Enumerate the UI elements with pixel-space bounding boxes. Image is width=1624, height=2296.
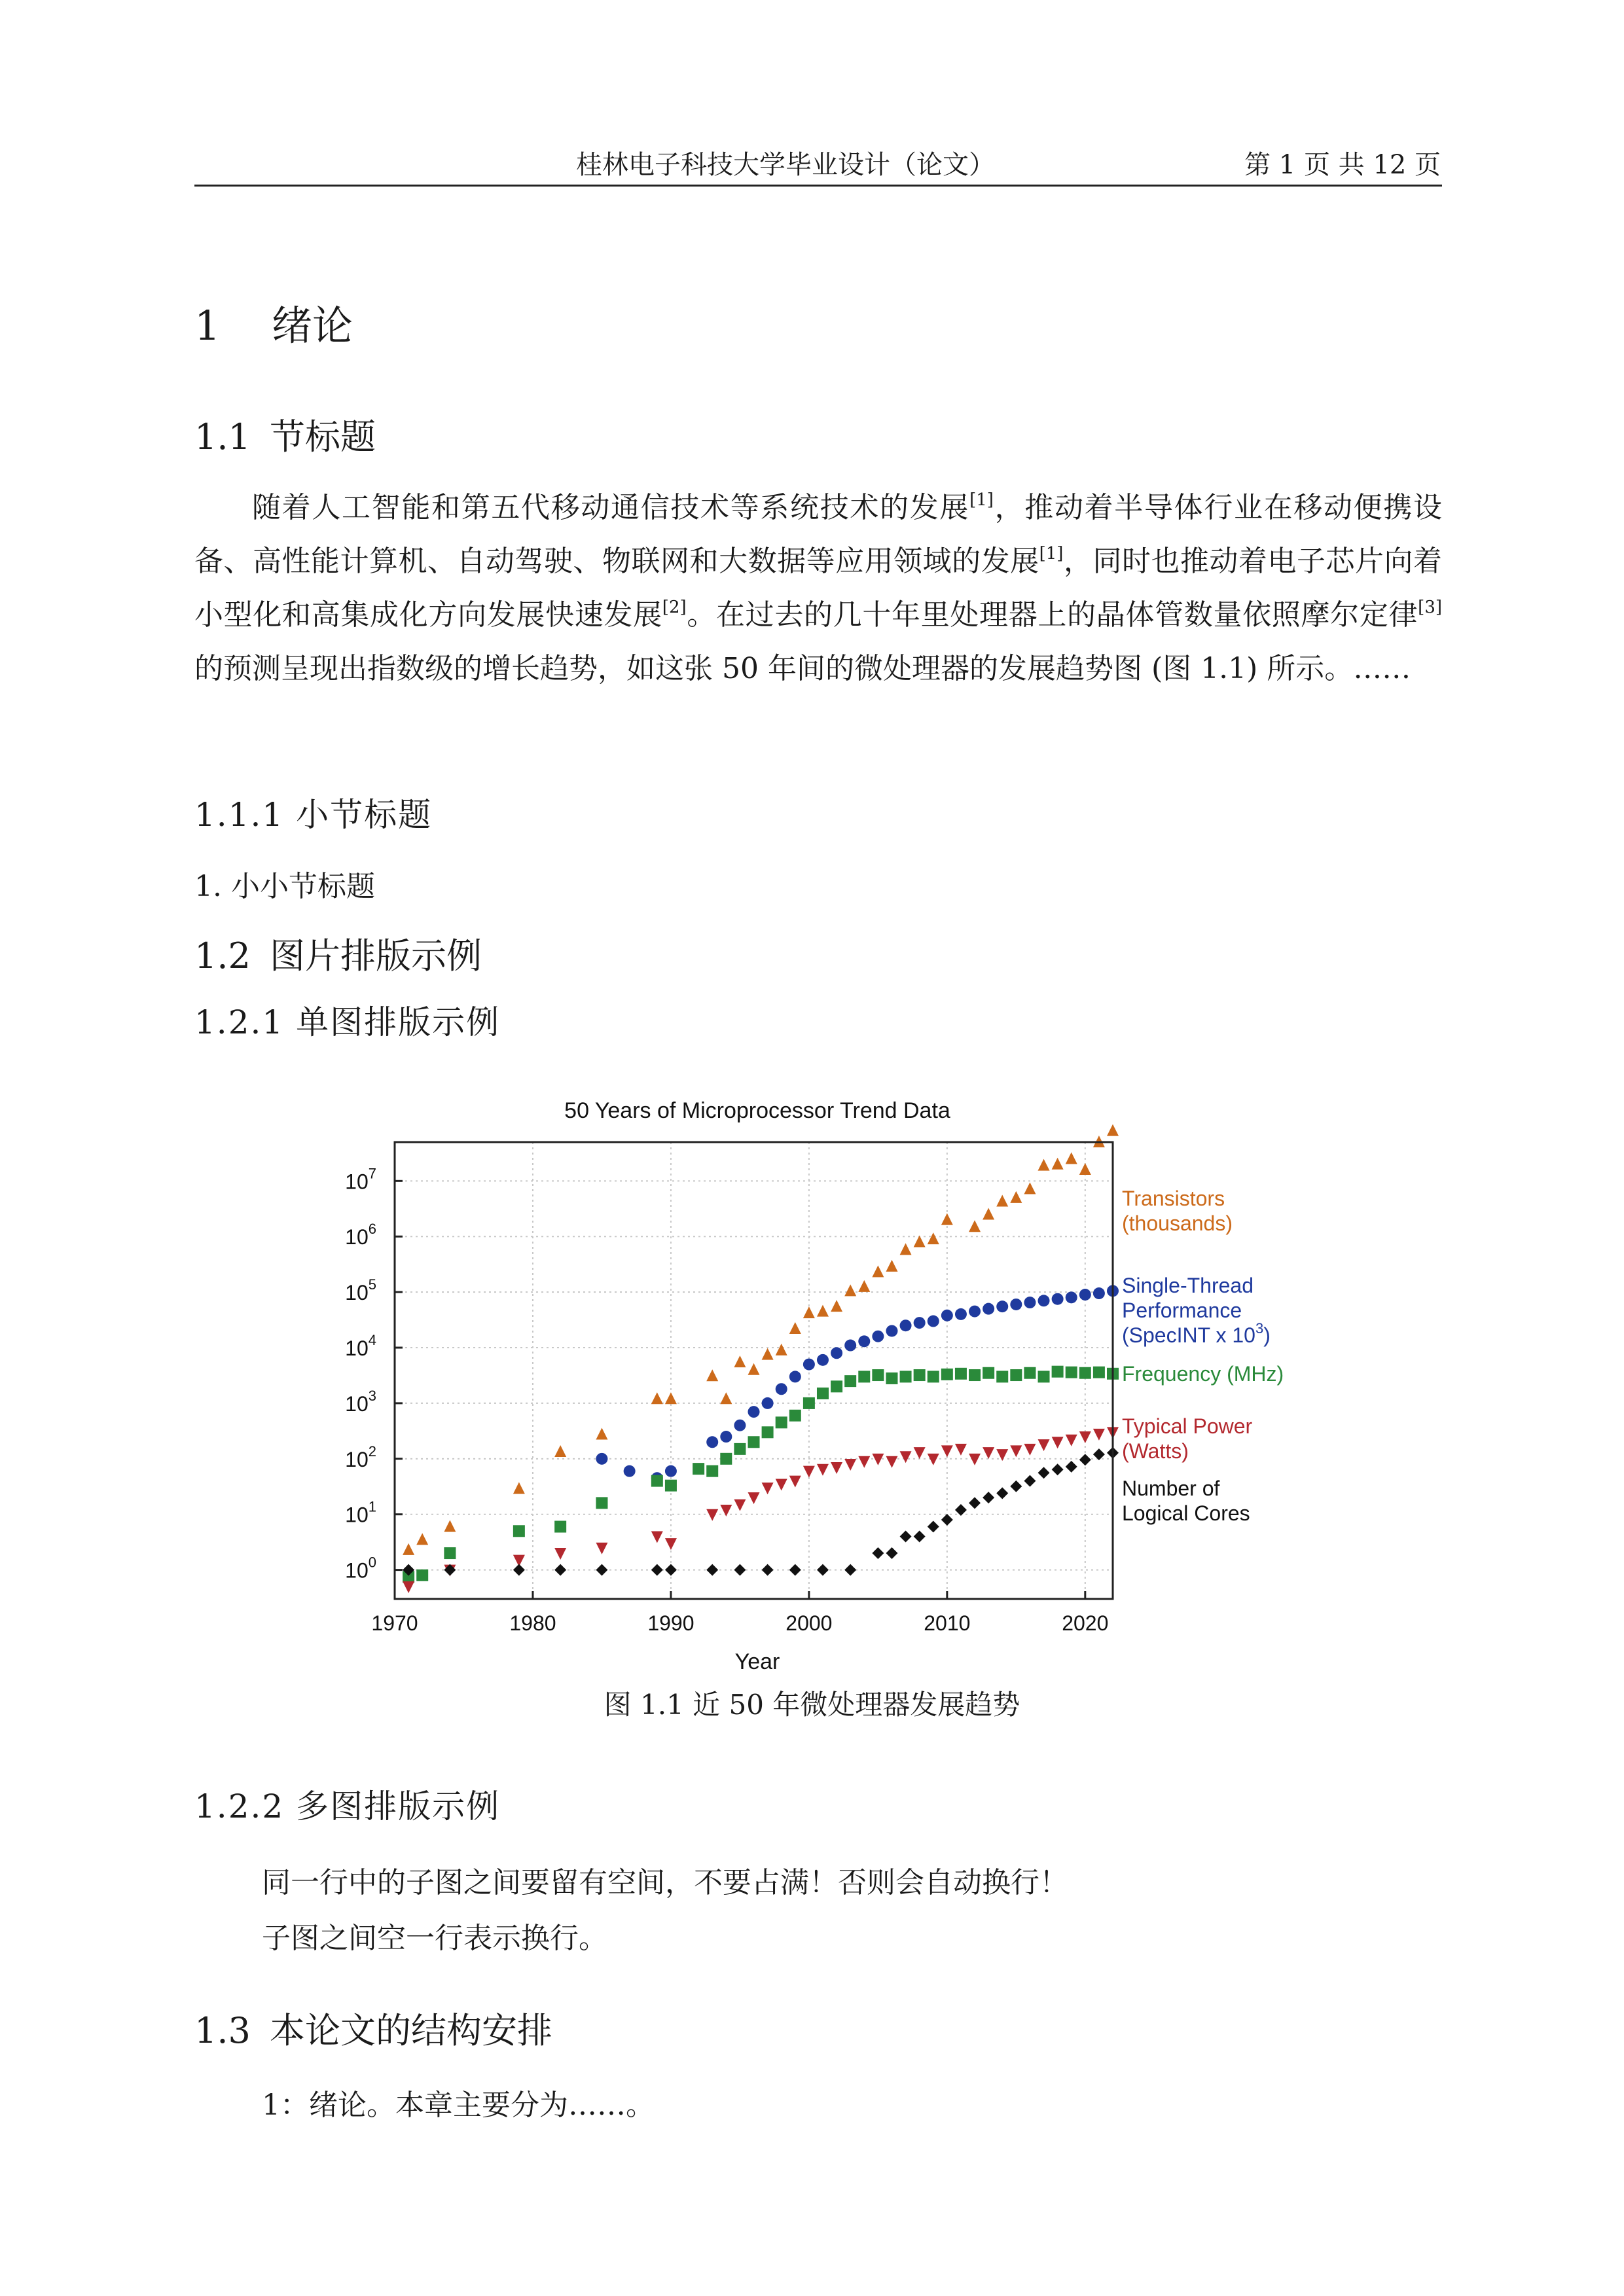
data-point-series-2 bbox=[720, 1453, 732, 1465]
data-point-series-1 bbox=[803, 1359, 815, 1371]
section-1-2-title: 图片排版示例 bbox=[270, 935, 482, 977]
data-point-series-3 bbox=[762, 1482, 774, 1494]
data-point-series-3 bbox=[596, 1543, 607, 1554]
citation-2[interactable]: [2] bbox=[662, 598, 687, 617]
data-point-series-3 bbox=[1093, 1429, 1105, 1441]
data-point-series-2 bbox=[928, 1371, 939, 1382]
data-point-series-0 bbox=[651, 1392, 663, 1404]
intro-text-4: 。在过去的几十年里处理器上的晶体管数量依照摩尔定律 bbox=[686, 598, 1418, 632]
y-tick-label: $10^2$ bbox=[345, 1443, 376, 1471]
data-point-series-1 bbox=[1079, 1289, 1091, 1300]
data-point-series-4 bbox=[596, 1564, 607, 1576]
data-point-series-2 bbox=[1052, 1366, 1064, 1378]
legend-label-series-2: Frequency (MHz) bbox=[1122, 1362, 1284, 1386]
data-point-series-2 bbox=[858, 1371, 870, 1382]
data-point-series-3 bbox=[554, 1548, 566, 1560]
data-point-series-4 bbox=[886, 1547, 897, 1559]
data-point-series-4 bbox=[914, 1530, 926, 1542]
data-point-series-1 bbox=[928, 1316, 939, 1327]
data-point-series-2 bbox=[748, 1436, 760, 1448]
legend-label-series-4: Number of bbox=[1122, 1477, 1220, 1500]
header-page-number: 第 1 页 共 12 页 bbox=[1244, 150, 1441, 180]
data-point-series-1 bbox=[1024, 1297, 1036, 1308]
data-point-series-2 bbox=[1079, 1367, 1091, 1379]
data-point-series-3 bbox=[983, 1447, 994, 1459]
data-point-series-4 bbox=[706, 1564, 718, 1576]
data-point-series-3 bbox=[706, 1509, 718, 1521]
data-point-series-4 bbox=[1038, 1467, 1050, 1479]
chart-axes bbox=[345, 1142, 1113, 1635]
data-point-series-1 bbox=[817, 1354, 829, 1366]
y-tick-label: $10^1$ bbox=[345, 1498, 376, 1527]
legend-label-series-3: Typical Power bbox=[1122, 1414, 1253, 1438]
data-point-series-4 bbox=[941, 1514, 953, 1526]
section-1-2-number: 1.2 bbox=[194, 935, 251, 977]
data-point-series-1 bbox=[720, 1431, 732, 1443]
data-point-series-1 bbox=[858, 1335, 870, 1347]
data-point-series-0 bbox=[444, 1520, 456, 1532]
data-point-series-2 bbox=[900, 1371, 912, 1382]
data-point-series-1 bbox=[955, 1308, 967, 1320]
data-point-series-2 bbox=[817, 1388, 829, 1399]
data-point-series-3 bbox=[1038, 1439, 1050, 1451]
data-point-series-1 bbox=[748, 1406, 760, 1418]
data-point-series-0 bbox=[1024, 1182, 1036, 1194]
subsubsection-heading: 1. 小小节标题 bbox=[194, 870, 375, 903]
structure-item-1: 1：绪论。本章主要分为……。 bbox=[262, 2089, 655, 2122]
legend-label-series-1: (SpecINT x $10^3$) bbox=[1122, 1320, 1271, 1347]
data-point-series-2 bbox=[941, 1369, 953, 1380]
data-point-series-4 bbox=[789, 1564, 801, 1576]
data-point-series-0 bbox=[831, 1300, 842, 1312]
intro-text-5: 的预测呈现出指数级的增长趋势，如这张 50 年间的微处理器的发展趋势图 (图 1.1) 所示。…… bbox=[194, 652, 1411, 685]
data-point-series-3 bbox=[1052, 1437, 1064, 1448]
data-point-series-1 bbox=[886, 1325, 897, 1336]
data-point-series-1 bbox=[624, 1465, 636, 1477]
data-point-series-4 bbox=[969, 1497, 981, 1509]
data-point-series-3 bbox=[1010, 1445, 1022, 1457]
data-point-series-0 bbox=[513, 1482, 525, 1494]
data-point-series-4 bbox=[1079, 1454, 1091, 1465]
data-point-series-0 bbox=[803, 1306, 815, 1318]
data-point-series-2 bbox=[776, 1416, 787, 1428]
x-tick-label: 2000 bbox=[785, 1611, 833, 1635]
data-point-series-2 bbox=[513, 1525, 525, 1537]
data-point-series-4 bbox=[1052, 1463, 1064, 1475]
data-point-series-2 bbox=[444, 1547, 456, 1559]
y-tick-label: $10^3$ bbox=[345, 1387, 376, 1416]
legend-label-series-0: Transistors bbox=[1122, 1187, 1225, 1210]
data-point-series-0 bbox=[914, 1235, 926, 1247]
data-point-series-0 bbox=[1079, 1163, 1091, 1175]
y-tick-label: $10^5$ bbox=[345, 1276, 376, 1305]
data-point-series-0 bbox=[748, 1363, 760, 1375]
data-point-series-4 bbox=[900, 1530, 912, 1542]
data-point-series-3 bbox=[789, 1476, 801, 1488]
data-point-series-0 bbox=[928, 1232, 939, 1244]
data-point-series-0 bbox=[776, 1344, 787, 1355]
data-point-series-4 bbox=[983, 1492, 994, 1503]
data-point-series-1 bbox=[900, 1319, 912, 1331]
data-point-series-0 bbox=[900, 1243, 912, 1255]
data-point-series-0 bbox=[416, 1533, 428, 1545]
data-point-series-3 bbox=[969, 1454, 981, 1465]
data-point-series-0 bbox=[844, 1284, 856, 1296]
x-tick-label: 2020 bbox=[1062, 1611, 1109, 1635]
data-point-series-4 bbox=[665, 1564, 677, 1576]
legend-label-series-4: Logical Cores bbox=[1122, 1501, 1250, 1525]
data-point-series-2 bbox=[1038, 1371, 1050, 1382]
data-point-series-3 bbox=[941, 1445, 953, 1457]
data-point-series-3 bbox=[900, 1451, 912, 1463]
data-point-series-2 bbox=[762, 1426, 774, 1438]
data-point-series-0 bbox=[596, 1428, 607, 1440]
data-point-series-1 bbox=[1010, 1299, 1022, 1310]
data-point-series-2 bbox=[416, 1570, 428, 1581]
legend-label-series-1: Performance bbox=[1122, 1299, 1242, 1322]
section-1-1-number: 1.1 bbox=[194, 416, 251, 457]
data-point-series-0 bbox=[1052, 1158, 1064, 1170]
section-1-3-number: 1.3 bbox=[194, 2010, 251, 2051]
data-point-series-3 bbox=[955, 1444, 967, 1456]
data-point-series-1 bbox=[844, 1340, 856, 1352]
y-tick-label: $10^4$ bbox=[345, 1332, 376, 1361]
data-point-series-1 bbox=[1038, 1295, 1050, 1306]
data-point-series-4 bbox=[928, 1521, 939, 1533]
legend-label-series-1: Single-Thread bbox=[1122, 1274, 1254, 1297]
data-point-series-3 bbox=[403, 1581, 414, 1593]
data-point-series-4 bbox=[996, 1487, 1008, 1499]
data-point-series-4 bbox=[651, 1564, 663, 1576]
data-point-series-1 bbox=[969, 1306, 981, 1318]
data-point-series-4 bbox=[762, 1564, 774, 1576]
data-point-series-3 bbox=[748, 1492, 760, 1504]
data-point-series-2 bbox=[1093, 1367, 1105, 1378]
data-point-series-2 bbox=[789, 1410, 801, 1422]
data-point-series-2 bbox=[886, 1372, 897, 1384]
data-point-series-3 bbox=[886, 1456, 897, 1468]
data-point-series-2 bbox=[803, 1397, 815, 1409]
intro-text-2: ，推动着半导体行业在移动便携设备、高性能计算机、自动驾驶、物联网和大数据等应用领域的发展 bbox=[194, 491, 1443, 578]
subsection-1-1-1-heading: 1.1.1 小节标题 bbox=[194, 796, 433, 834]
data-point-series-2 bbox=[1024, 1367, 1036, 1379]
data-point-series-0 bbox=[983, 1208, 994, 1219]
data-point-series-3 bbox=[776, 1479, 787, 1491]
data-point-series-2 bbox=[706, 1465, 718, 1477]
data-point-series-2 bbox=[914, 1369, 926, 1381]
data-point-series-3 bbox=[803, 1466, 815, 1478]
data-point-series-4 bbox=[513, 1564, 525, 1576]
data-point-series-4 bbox=[872, 1547, 884, 1559]
citation-1[interactable]: [1] bbox=[969, 490, 994, 510]
multi-figure-note-1: 同一行中的子图之间要留有空间，不要占满！否则会自动换行！ bbox=[262, 1866, 1068, 1899]
data-point-series-3 bbox=[734, 1499, 746, 1511]
intro-text-1: 随着人工智能和第五代移动通信技术等系统技术的发展 bbox=[252, 491, 970, 524]
data-point-series-1 bbox=[776, 1383, 787, 1395]
data-point-series-2 bbox=[983, 1367, 994, 1379]
data-point-series-0 bbox=[1038, 1159, 1050, 1171]
data-point-series-2 bbox=[1066, 1367, 1077, 1378]
data-point-series-0 bbox=[762, 1348, 774, 1360]
subsection-1-2-1-heading: 1.2.1 单图排版示例 bbox=[194, 1003, 501, 1041]
data-point-series-0 bbox=[817, 1305, 829, 1317]
data-point-series-1 bbox=[1093, 1287, 1105, 1299]
data-point-series-0 bbox=[1010, 1191, 1022, 1203]
data-point-series-2 bbox=[831, 1380, 842, 1392]
header-title: 桂林电子科技大学毕业设计（论文） bbox=[576, 150, 995, 180]
chapter-number: 1 bbox=[194, 302, 221, 350]
data-point-series-4 bbox=[554, 1564, 566, 1576]
legend-label-series-0: (thousands) bbox=[1122, 1211, 1233, 1235]
figure-caption: 图 1.1 近 50 年微处理器发展趋势 bbox=[604, 1689, 1020, 1721]
data-point-series-2 bbox=[665, 1480, 677, 1492]
data-point-series-2 bbox=[955, 1368, 967, 1380]
data-point-series-3 bbox=[844, 1459, 856, 1471]
data-point-series-0 bbox=[969, 1220, 981, 1232]
data-point-series-3 bbox=[817, 1464, 829, 1476]
data-point-series-1 bbox=[1066, 1291, 1077, 1303]
data-point-series-3 bbox=[831, 1462, 842, 1474]
section-1-3-title: 本论文的结构安排 bbox=[270, 2010, 552, 2051]
data-point-series-0 bbox=[789, 1322, 801, 1334]
data-point-series-4 bbox=[1066, 1461, 1077, 1473]
data-point-series-1 bbox=[983, 1303, 994, 1315]
data-point-series-3 bbox=[1079, 1431, 1091, 1443]
data-point-series-2 bbox=[693, 1463, 704, 1475]
data-point-series-1 bbox=[734, 1420, 746, 1431]
data-point-series-1 bbox=[831, 1347, 842, 1359]
data-point-series-2 bbox=[844, 1375, 856, 1387]
x-axis-label: Year bbox=[734, 1649, 780, 1674]
data-point-series-0 bbox=[403, 1543, 414, 1555]
x-tick-label: 1980 bbox=[509, 1611, 556, 1635]
data-point-series-0 bbox=[665, 1392, 677, 1404]
data-point-series-0 bbox=[720, 1392, 732, 1404]
y-tick-label: $10^6$ bbox=[345, 1221, 376, 1249]
data-point-series-1 bbox=[596, 1453, 607, 1465]
data-point-series-1 bbox=[941, 1310, 953, 1321]
data-point-series-1 bbox=[872, 1331, 884, 1342]
data-point-series-4 bbox=[817, 1564, 829, 1576]
data-point-series-3 bbox=[858, 1456, 870, 1468]
citation-3[interactable]: [3] bbox=[1418, 598, 1443, 617]
data-point-series-4 bbox=[1010, 1480, 1022, 1492]
data-point-series-3 bbox=[1024, 1444, 1036, 1456]
intro-text-3: ，同时也推动着电子芯片向着小型化和高集成化方向发展快速发展 bbox=[194, 545, 1443, 632]
data-point-series-0 bbox=[886, 1260, 897, 1272]
data-point-series-2 bbox=[651, 1475, 663, 1487]
x-tick-label: 1970 bbox=[371, 1611, 418, 1635]
chart-title: 50 Years of Microprocessor Trend Data bbox=[564, 1098, 950, 1123]
data-point-series-1 bbox=[665, 1465, 677, 1477]
y-tick-label: $10^0$ bbox=[345, 1554, 376, 1583]
data-point-series-0 bbox=[872, 1265, 884, 1277]
data-point-series-2 bbox=[969, 1369, 981, 1381]
data-point-series-1 bbox=[914, 1317, 926, 1329]
data-point-series-3 bbox=[665, 1538, 677, 1550]
data-point-series-2 bbox=[996, 1371, 1008, 1382]
data-point-series-2 bbox=[872, 1369, 884, 1381]
data-point-series-1 bbox=[762, 1397, 774, 1409]
data-point-series-4 bbox=[734, 1564, 746, 1576]
data-point-series-1 bbox=[996, 1300, 1008, 1312]
data-point-series-4 bbox=[1024, 1475, 1036, 1487]
data-point-series-3 bbox=[1066, 1435, 1077, 1446]
data-point-series-0 bbox=[1107, 1124, 1119, 1136]
subsection-1-2-2-heading: 1.2.2 多图排版示例 bbox=[194, 1787, 501, 1825]
data-point-series-0 bbox=[554, 1445, 566, 1457]
data-point-series-1 bbox=[706, 1436, 718, 1448]
x-tick-label: 1990 bbox=[647, 1611, 695, 1635]
data-point-series-0 bbox=[1066, 1153, 1077, 1164]
data-point-series-1 bbox=[789, 1371, 801, 1382]
data-point-series-4 bbox=[844, 1564, 856, 1576]
data-point-series-1 bbox=[1052, 1293, 1064, 1305]
multi-figure-note-2: 子图之间空一行表示换行。 bbox=[262, 1922, 607, 1955]
section-1-3-heading bbox=[194, 2003, 552, 2053]
data-point-series-2 bbox=[734, 1443, 746, 1455]
chart-series bbox=[403, 1124, 1119, 1593]
data-point-series-2 bbox=[1010, 1369, 1022, 1381]
data-point-series-0 bbox=[734, 1355, 746, 1367]
data-point-series-2 bbox=[554, 1521, 566, 1533]
data-point-series-0 bbox=[706, 1369, 718, 1381]
data-point-series-0 bbox=[941, 1213, 953, 1225]
y-tick-label: $10^7$ bbox=[345, 1165, 376, 1194]
section-1-1-title: 节标题 bbox=[270, 416, 376, 457]
x-tick-label: 2010 bbox=[924, 1611, 971, 1635]
data-point-series-2 bbox=[596, 1497, 607, 1509]
data-point-series-3 bbox=[914, 1447, 926, 1459]
chapter-title: 绪论 bbox=[272, 302, 353, 350]
citation-1b[interactable]: [1] bbox=[1039, 544, 1064, 564]
chart-legend bbox=[1122, 1187, 1284, 1525]
data-point-series-3 bbox=[651, 1531, 663, 1543]
legend-label-series-3: (Watts) bbox=[1122, 1439, 1189, 1463]
data-point-series-0 bbox=[858, 1280, 870, 1292]
data-point-series-0 bbox=[996, 1194, 1008, 1206]
